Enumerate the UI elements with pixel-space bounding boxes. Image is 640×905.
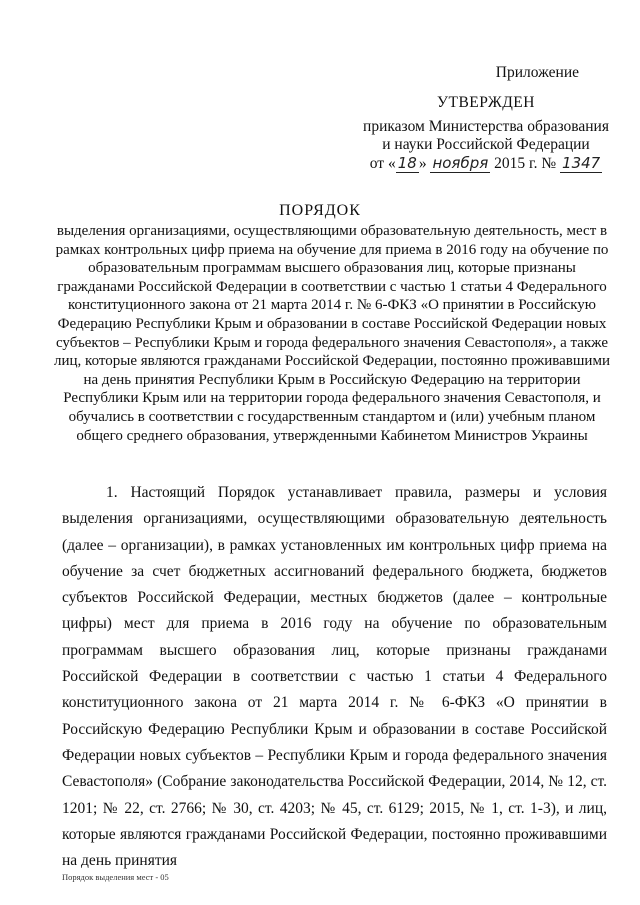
footer-note: Порядок выделения мест - 05 <box>62 872 169 882</box>
approval-block <box>355 64 617 173</box>
document-subtitle: выделения организациями, осуществляющими образовательную деятельность, мест в рамках контрольных цифр приема на обучение для приема в 2016 году на обучение по образовательным программам высшего образования лиц, которые признаны гражданами Российской Федерации в соответствии с частью 1 статьи 4 Федерального конституционного закона от 21 марта 2014 г. № 6-ФКЗ «О принятии в Российскую Федерацию Республики Крым и образовании в составе Российской Федерации новых субъектов – Республики Крым и города федерального значения Севастополя», а также лиц, которые являются гражданами Российской Федерации, постоянно проживавшими на день принятия Республики Крым в Российскую Федерацию на территории Республики Крым или на территории города федерального значения Севастополя, и обучались в соответствии с государственным стандартом и (или) учебным планом общего среднего образования, утвержденными Кабинетом Министров Украины <box>54 223 610 444</box>
body-paragraph-1: 1. Настоящий Порядок устанавливает правила, размеры и условия выделения организациями, осуществляющими образовательную деятельность (далее – организации), в рамках установленных им контрольных цифр приема на обучение за счет бюджетных ассигнований федерального бюджета, бюджетов субъектов Российской Федерации, местных бюджетов (далее – контрольные цифры) мест для приема в 2016 году на обучение по образовательным программам высшего образования лиц, которые признаны гражданами Российской Федерации в соответствии с частью 1 статьи 4 Федерального конституционного закона от 21 марта 2014 г. № 6-ФКЗ «О принятии в Российскую Федерацию Республики Крым и образовании в составе Российской Федерации новых субъектов – Республики Крым и города федерального значения Севастополя» (Собрание законодательства Российской Федерации, 2014, № 12, ст. 1201; № 22, ст. 2766; № 30, ст. 4203; № 45, ст. 6129; 2015, № 1, ст. 1-3), и лиц, которые являются гражданами Российской Федерации, постоянно проживавшими на день принятия <box>62 484 607 870</box>
date-prefix: от « <box>369 155 396 172</box>
approved-heading: УТВЕРЖДЕН <box>437 94 535 111</box>
document-title: ПОРЯДОК <box>279 202 361 219</box>
date-year: 2015 г. № <box>494 155 557 172</box>
handwritten-day: 18 <box>397 154 417 172</box>
approval-line-2: и науки Российской Федерации <box>382 136 590 153</box>
appendix-label: Приложение <box>495 64 579 81</box>
document-body <box>62 480 607 874</box>
date-mid: » <box>418 155 427 172</box>
approval-date-line <box>355 154 617 173</box>
handwritten-month: ноября <box>432 154 489 172</box>
handwritten-order-number: 1347 <box>562 154 601 172</box>
approval-line-1: приказом Министерства образования <box>363 118 609 135</box>
